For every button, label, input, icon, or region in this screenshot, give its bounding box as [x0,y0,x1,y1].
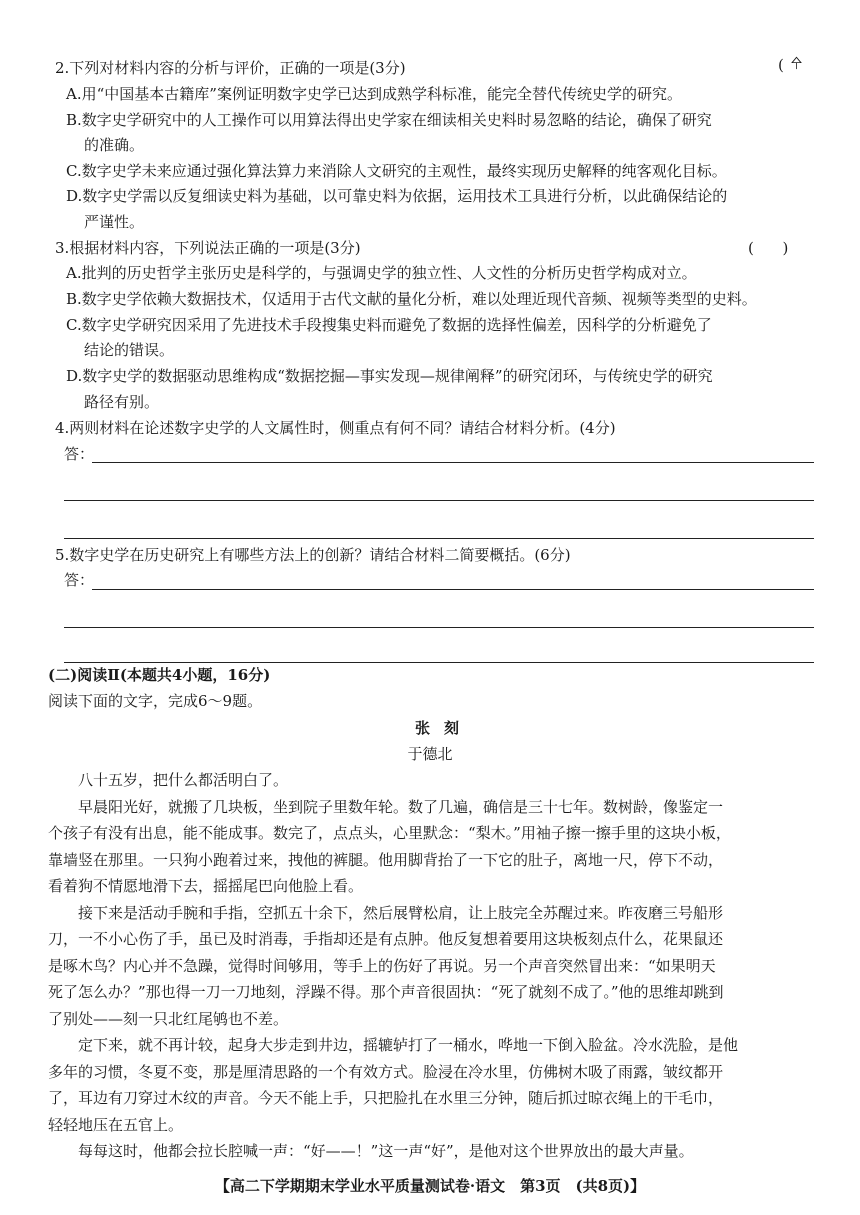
q4-answer-label: 答： [64,445,95,463]
q4-answer-line-3[interactable] [64,538,814,539]
q2-option-d-cont: 严谨性。 [84,213,145,231]
q5-answer-line-1[interactable] [92,589,814,590]
q2-stem: 2.下列对材料内容的分析与评价，正确的一项是(3分) [55,59,406,77]
story-line-10: 了别处——刻一只北红尾鸲也不差。 [48,1010,289,1028]
section-heading: (二)阅读Ⅱ(本题共4小题，16分) [48,666,271,684]
story-line-15: 每每这时，他都会拉长腔喊一声：“好——！”这一声“好”，是他对这个世界放出的最大声量。 [78,1142,694,1160]
story-author: 于德北 [407,745,453,763]
story-line-8: 是啄木鸟？内心并不急躁，觉得时间够用，等手上的伤好了再说。另一个声音突然冒出来：“如果明天 [48,957,716,975]
story-line-13: 了，耳边有刀穿过木纹的声音。今天不能上手，只把脸扎在水里三分钟，随后抓过晾衣绳上的干毛巾， [48,1089,724,1107]
page-footer: 【高二下学期期末学业水平质量测试卷·语文 第3页 (共8页)】 [214,1177,646,1195]
q3-stem: 3.根据材料内容，下列说法正确的一项是(3分) [55,239,361,257]
q4-answer-line-1[interactable] [92,462,814,463]
q2-option-b: B.数字史学研究中的人工操作可以用算法得出史学家在细读相关史料时易忽略的结论，确保了研究 [66,111,712,129]
q2-option-d: D.数字史学需以反复细读史料为基础，以可靠史料为依据，运用技术工具进行分析，以此确保结论的 [66,187,728,205]
story-line-11: 定下来，就不再计较，起身大步走到井边，摇辘轳打了一桶水，哗地一下倒入脸盆。冷水洗脸，是他 [78,1036,739,1054]
q2-answer-paren: ( [778,56,784,74]
q5-answer-line-3[interactable] [64,662,814,663]
q2-option-b-cont: 的准确。 [84,136,145,154]
story-line-12: 多年的习惯，冬夏不变，那是厘清思路的一个有效方式。脸浸在冷水里，仿佛树木吸了雨露，皱纹都开 [48,1063,724,1081]
story-line-14: 轻轻地压在五官上。 [48,1116,184,1134]
story-line-5: 看着狗不情愿地滑下去，摇摇尾巴向他脸上看。 [48,877,364,895]
q3-option-c-cont: 结论的错误。 [84,341,175,359]
story-title: 张刻 [414,719,473,737]
q3-option-b: B.数字史学依赖大数据技术，仅适用于古代文献的量化分析，难以处理近现代音频、视频等类型的史料。 [66,290,757,308]
q2-option-c: C.数字史学未来应通过强化算法算力来消除人文研究的主观性，最终实现历史解释的纯客观化目标。 [66,162,727,180]
q3-option-a: A.批判的历史哲学主张历史是科学的，与强调史学的独立性、人文性的分析历史哲学构成对立。 [66,264,697,282]
q5-answer-line-2[interactable] [64,627,814,628]
q3-answer-paren: ( ) [748,239,789,257]
story-line-9: 死了怎么办？”那也得一刀一刀地刻，浮躁不得。那个声音很固执：“死了就刻不成了。”他的思维却跳到 [48,983,724,1001]
story-line-2: 早晨阳光好，就搬了几块板，坐到院子里数年轮。数了几遍，确信是三十七年。数树龄，像鉴定一 [78,798,724,816]
section-instruction: 阅读下面的文字，完成6～9题。 [48,692,263,710]
q3-option-c: C.数字史学研究因采用了先进技术手段搜集史料而避免了数据的选择性偏差，因科学的分析避免了 [66,316,712,334]
q3-option-d: D.数字史学的数据驱动思维构成“数据挖掘—事实发现—规律阐释”的研究闭环，与传统史学的研究 [66,367,713,385]
story-line-6: 接下来是活动手腕和手指，空抓五十余下，然后展臂松肩，让上肢完全苏醒过来。昨夜磨三号船形 [78,904,724,922]
q2-option-a: A.用“中国基本古籍库”案例证明数字史学已达到成熟学科标准，能完全替代传统史学的研究。 [66,85,682,103]
q4-stem: 4.两则材料在论述数字史学的人文属性时，侧重点有何不同？请结合材料分析。(4分) [55,419,616,437]
q5-stem: 5.数字史学在历史研究上有哪些方法上的创新？请结合材料二简要概括。(6分) [55,546,571,564]
q3-option-d-cont: 路径有别。 [84,393,160,411]
margin-handwriting-mark: 㐃 [790,57,804,72]
q5-answer-label: 答： [64,571,95,589]
q4-answer-line-2[interactable] [64,500,814,501]
story-line-7: 刀，一不小心伤了手，虽已及时消毒，手指却还是有点肿。他反复想着要用这块板刻点什么，花果鼠还 [48,930,724,948]
story-line-4: 靠墙竖在那里。一只狗小跑着过来，拽他的裤腿。他用脚背抬了一下它的肚子，离地一尺，停下不动， [48,851,724,869]
story-line-1: 八十五岁，把什么都活明白了。 [78,771,289,789]
story-line-3: 个孩子有没有出息，能不能成事。数完了，点点头，心里默念：“梨木。”用袖子擦一擦手里的这块小板， [48,824,731,842]
